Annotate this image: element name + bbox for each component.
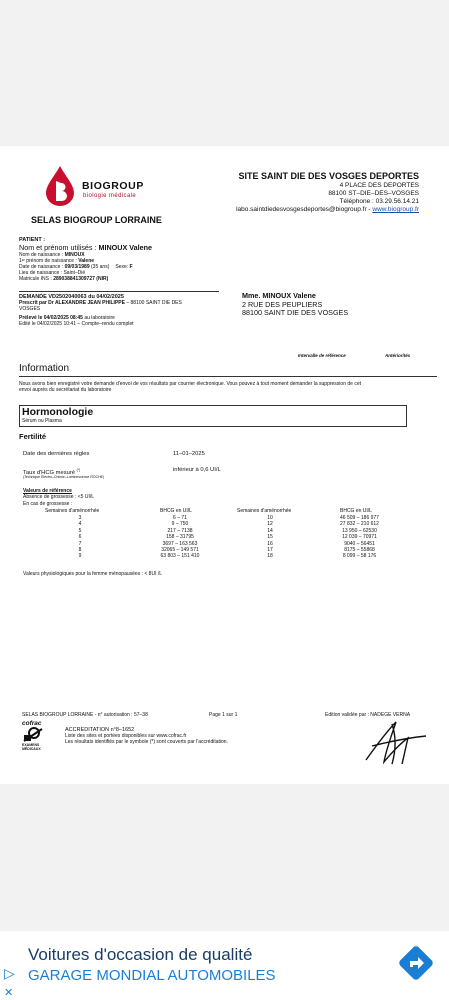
menopause-note: Valeurs physiologiques pour la femme ménopausées : < 8UI /L (23, 571, 163, 577)
patient-divider (19, 291, 219, 292)
request-label: DEMANDE (19, 294, 49, 300)
table-cell: 13 950 – 62530 (342, 527, 377, 534)
sex-label: Sexe: (115, 264, 130, 270)
table-cell: 14 (267, 527, 273, 534)
table-cell: 32065 – 149 571 (161, 546, 199, 553)
site-separator: - (366, 206, 373, 213)
footer-authorisation: SELAS BIOGROUP LORRAINE - n° autorisation : 57–38 (22, 712, 148, 718)
recipient-address (242, 292, 348, 318)
accreditation-sites: Liste des sites et portées disponibles sur www.cofrac.fr (65, 733, 187, 739)
used-name-value: MINOUX Valene (98, 243, 153, 252)
weeks-column-right (250, 515, 290, 560)
first-name-label: 1ᵉʳ prénom de naissance : (19, 258, 79, 264)
patient-age: (35 ans) (89, 264, 110, 270)
request-value: VD2502040063 du 04/02/2025 (48, 294, 124, 300)
table-cell: 9 (78, 553, 82, 560)
information-divider (19, 376, 437, 377)
site-email[interactable]: labo.saintdiedesvosgesdeportes@biogroup.fr (236, 206, 367, 213)
table-cell: 217 – 7138 (167, 527, 193, 534)
prescriber-place: – 88100 SAINT DIE DES (124, 300, 182, 306)
ad-choices-icon[interactable]: ▷ (4, 965, 15, 981)
bhcg-header-right: BHCG en UI/L (340, 508, 372, 514)
cofrac-sub1: EXAMENS (22, 743, 40, 747)
site-web-link[interactable]: www.biogroup.fr (372, 206, 419, 213)
accreditation-note: Les résultats identifiés par le symbole (*) sont couverts par l'accréditation. (65, 739, 228, 745)
table-cell: 3 (78, 515, 82, 521)
dob-label: Date de naissance : (19, 264, 65, 270)
site-email-line (236, 206, 419, 214)
hcg-method: (Technique Electro–Chimie–Luminescence ROCHE) (23, 475, 105, 479)
weeks-column-left (60, 515, 100, 560)
cofrac-logo-text: cofrac (22, 720, 42, 727)
patient-used-name (19, 243, 152, 252)
hcg-label-text: Taux d'HCG mesuré (23, 469, 76, 476)
advertisement-banner[interactable] (0, 931, 449, 1000)
table-cell: 8 099 – 58 176 (342, 553, 377, 560)
table-cell: 12 (267, 521, 273, 528)
previous-column-header: Antériorités (385, 353, 411, 358)
table-cell: 6 – 71 (173, 515, 187, 521)
table-cell: 8 (78, 546, 82, 553)
table-cell: 158 – 31795 (166, 534, 194, 541)
ad-advertiser[interactable]: GARAGE MONDIAL AUTOMOBILES (28, 967, 276, 984)
information-text (19, 381, 361, 393)
prescriber-name: Prescrit par Dr ALEXANDRE JEAN PHILIPPE (19, 300, 125, 306)
table-cell: 15 (267, 534, 273, 541)
footer-validated-by: Edition validée par : NADEGE VERNA (325, 712, 411, 718)
hcg-accreditation-mark: (*) (76, 468, 81, 472)
reference-values-title: Valeurs de référence (23, 488, 72, 494)
table-cell: 27 832 – 210 612 (340, 521, 379, 528)
table-cell: 16 (267, 540, 273, 547)
recipient-name: Mme. MINOUX Valene (242, 291, 316, 300)
table-cell: 18 (267, 553, 273, 560)
bhcg-header-left: BHCG en UI/L (160, 508, 192, 514)
table-cell: 6 (78, 534, 82, 541)
first-name-value: Valene (78, 258, 95, 264)
close-icon[interactable]: ✕ (4, 987, 14, 999)
table-cell: 10 (267, 515, 273, 521)
table-cell: 4 (78, 521, 82, 528)
last-period-value: 11–01–2025 (173, 451, 205, 457)
table-cell: 63 803 – 151 410 (160, 553, 200, 560)
brand-name: BIOGROUP (82, 180, 144, 192)
birth-name-value: MINOUX (64, 252, 85, 258)
information-title: Information (19, 363, 70, 374)
cofrac-logo (22, 720, 46, 751)
weeks-header-right: Semaines d'aménorrhée (237, 508, 292, 514)
table-cell: 9040 – 56451 (344, 540, 375, 547)
brand-tagline: biologie médicale (83, 193, 137, 199)
information-text-line1: Nous avons bien enregistré votre demande d'envoi de vos résultats par courrier électronique. Vous pouvez à tout moment demander la suppression de cet (19, 381, 361, 387)
prescriber (19, 300, 182, 306)
section-header (19, 405, 407, 427)
lab-report-page (0, 146, 449, 784)
information-text-line2: envoi auprès du secrétariat du laboratoire (19, 387, 112, 393)
table-cell: 3697 – 163 563 (162, 540, 198, 547)
site-phone: Téléphone : 03.29.56.14.21 (339, 198, 419, 205)
footer-page-number: Page 1 sur 1 (209, 712, 238, 718)
section-title: Hormonologie (22, 406, 94, 418)
accreditation-number: ACCREDITATION n°8–1652 (65, 727, 135, 733)
table-cell: 46 509 – 186 977 (340, 515, 379, 521)
table-cell: 9 – 750 (171, 521, 189, 528)
recipient-address-line2: 88100 SAINT DIE DES VOSGES (242, 308, 349, 318)
site-contact (236, 182, 419, 214)
site-title: SITE SAINT DIE DES VOSGES DEPORTES (238, 171, 419, 181)
edition-date: Edité le 04/02/2025 10:41 – Compte–rendu complet (19, 321, 134, 327)
used-name-label: Nom et prénom utilisés : (19, 243, 99, 252)
sex-value: F (129, 264, 133, 270)
bhcg-column-left (145, 515, 215, 560)
patient-heading: PATIENT : (19, 237, 46, 243)
patient-ins (19, 276, 152, 282)
lab-name: SELAS BIOGROUP LORRAINE (31, 215, 162, 225)
dob-value: 09/03/1989 (64, 264, 90, 270)
weeks-header-left: Semaines d'aménorrhée (45, 508, 100, 514)
last-period-label: Date des dernières règles (23, 451, 90, 457)
hcg-value: inférieur à 0,6 UI/L (173, 467, 221, 473)
table-cell: 17 (267, 546, 273, 553)
ad-headline[interactable]: Voitures d'occasion de qualité (28, 945, 253, 964)
biogroup-logo-icon (44, 165, 76, 207)
cofrac-emblem-icon (22, 727, 44, 743)
prescriber-place-line2: VOSGES (19, 306, 41, 312)
section-subtitle: Sérum ou Plasma (22, 418, 62, 424)
fertility-title: Fertilité (19, 432, 47, 441)
bhcg-column-right (322, 515, 397, 560)
sampling-suffix: au laboratoire (82, 315, 115, 321)
ins-label: Matricule INS : (19, 276, 54, 282)
cofrac-sub2: MÉDICAUX (22, 747, 41, 751)
in-case-of-pregnancy: En cas de grossesse : (23, 501, 73, 507)
ins-value: 289038841309727 (NIR) (53, 276, 109, 282)
absence-of-pregnancy: Absence de grossesse : <5 UI/L (23, 494, 95, 500)
signature-icon (362, 716, 430, 768)
patient-birthplace: Lieu de naissance : Saint–Dié (19, 270, 86, 276)
directions-icon[interactable] (397, 944, 435, 982)
request-block (19, 294, 182, 327)
site-address-line2: 88100 ST–DIE–DES–VOSGES (328, 190, 419, 197)
accreditation-info (65, 727, 228, 745)
table-cell: 12 039 – 70971 (342, 534, 377, 541)
table-cell: 7 (78, 540, 82, 547)
table-cell: 5 (78, 527, 82, 534)
table-cell: 8175 – 55868 (344, 546, 375, 553)
site-address-line1: 4 PLACE DES DEPORTES (339, 182, 419, 189)
recipient-address-line1: 2 RUE DES PEUPLIERS (242, 299, 323, 309)
patient-block (19, 237, 152, 282)
birth-name-label: Nom de naissance : (19, 252, 65, 258)
reference-column-header: Intervalle de référence (298, 353, 346, 358)
sampling-label: Prélevé le 04/02/2025 08:45 (19, 315, 83, 321)
